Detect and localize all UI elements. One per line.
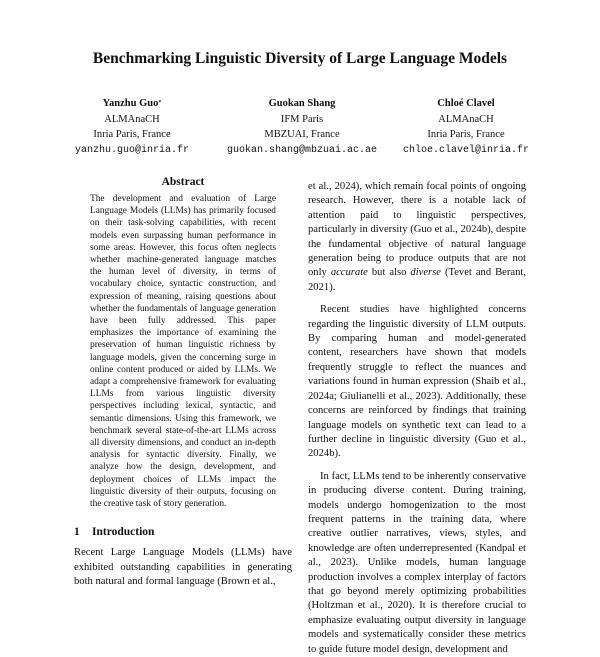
- author-affiliation: ALMAnaCH: [438, 113, 494, 125]
- intro-paragraph-2: Recent studies have highlighted concerns regarding the linguistic diversity of LLM outputs. By comparing human and model-generated content, researchers have shown that models frequently struggle to reflect the nuances and variations found in human expression (Shaib et al., 2024a; Giulianelli et al., 2023). Additionally, these concerns are reinforced by findings that training language models on synthetic text can lead to a further decline in linguistic diversity (Guo et al., 2024b).: [308, 304, 526, 460]
- author-email[interactable]: guokan.shang@mbzuai.ac.ae: [226, 144, 378, 156]
- author-affiliation: IFM Paris: [280, 113, 324, 125]
- abstract-heading: Abstract: [161, 176, 205, 188]
- author-block-3: [366, 96, 566, 158]
- paper-title: Benchmarking Linguistic Diversity of Large Language Models: [92, 50, 508, 67]
- section-number: 1: [74, 526, 80, 539]
- intro-paragraph-continued: et al., 2024), which remain focal points of ongoing research. However, there is a notable lack of attention paid to linguistic perspectives, particularly in diversity (Guo et al., 2024b), despite the fundamental objective of natural language generation being to produce outputs that are not only accurate but also diverse (Tevet and Berant, 2021).: [308, 181, 526, 293]
- author-affiliation: Inria Paris, France: [427, 129, 505, 140]
- author-email[interactable]: chloe.clavel@inria.fr: [402, 144, 530, 156]
- author-affiliation: Inria Paris, France: [93, 129, 171, 140]
- author-name: Yanzhu Guo*: [102, 98, 162, 109]
- author-affiliation: ALMAnaCH: [104, 113, 160, 125]
- author-name: Guokan Shang: [268, 98, 336, 109]
- section-heading-introduction: [74, 526, 292, 538]
- section-title: Introduction: [92, 526, 155, 539]
- author-email[interactable]: yanzhu.guo@inria.fr: [74, 144, 190, 156]
- author-affiliation: MBZUAI, France: [264, 129, 340, 140]
- right-column: [308, 176, 526, 657]
- author-name: Chloé Clavel: [437, 98, 495, 109]
- intro-paragraph-start: Recent Large Language Models (LLMs) have exhibited outstanding capabilities in generating both natural and formal language (Brown et al.,: [74, 547, 292, 588]
- intro-paragraph-3: In fact, LLMs tend to be inherently conservative in producing diverse content. During training, models undergo homogenization to the most frequent patterns in the training data, where creative outlier narratives, views, styles, and knowledge are often underrepresented (Kandpal et al., 2023). Unlike models, human language production involves a complex interplay of factors that go beyond merely optimizing probabilities (Holtzman et al., 2020). It is therefore crucial to emphasize evaluating output diversity in language models and systematically consider these metrics to guide future model design, development and: [308, 470, 526, 655]
- left-column: [74, 176, 292, 590]
- abstract-text: The development and evaluation of Large Language Models (LLMs) has primarily focused on their task-solving capabilities, with recent models even surpassing human performance in some areas. However, this focus often neglects whether machine-generated language matches the human level of diversity, in terms of vocabulary choice, syntactic construction, and expression of meaning, raising questions about whether the fundamentals of language generation have been fully addressed. This paper emphasizes the importance of examining the preservation of human linguistic richness by language models, given the concerning surge in online content produced or aided by LLMs. We adapt a comprehensive framework for evaluating LLMs from various linguistic diversity perspectives including lexical, syntactic, and semantic dimensions. Using this framework, we benchmark several state-of-the-art LLMs across all diversity dimensions, and conduct an in-depth analysis for syntactic diversity. Finally, we analyze how the design, development, and deployment choices of LLMs impact the linguistic diversity of their outputs, focusing on the creative task of story generation.: [90, 194, 276, 510]
